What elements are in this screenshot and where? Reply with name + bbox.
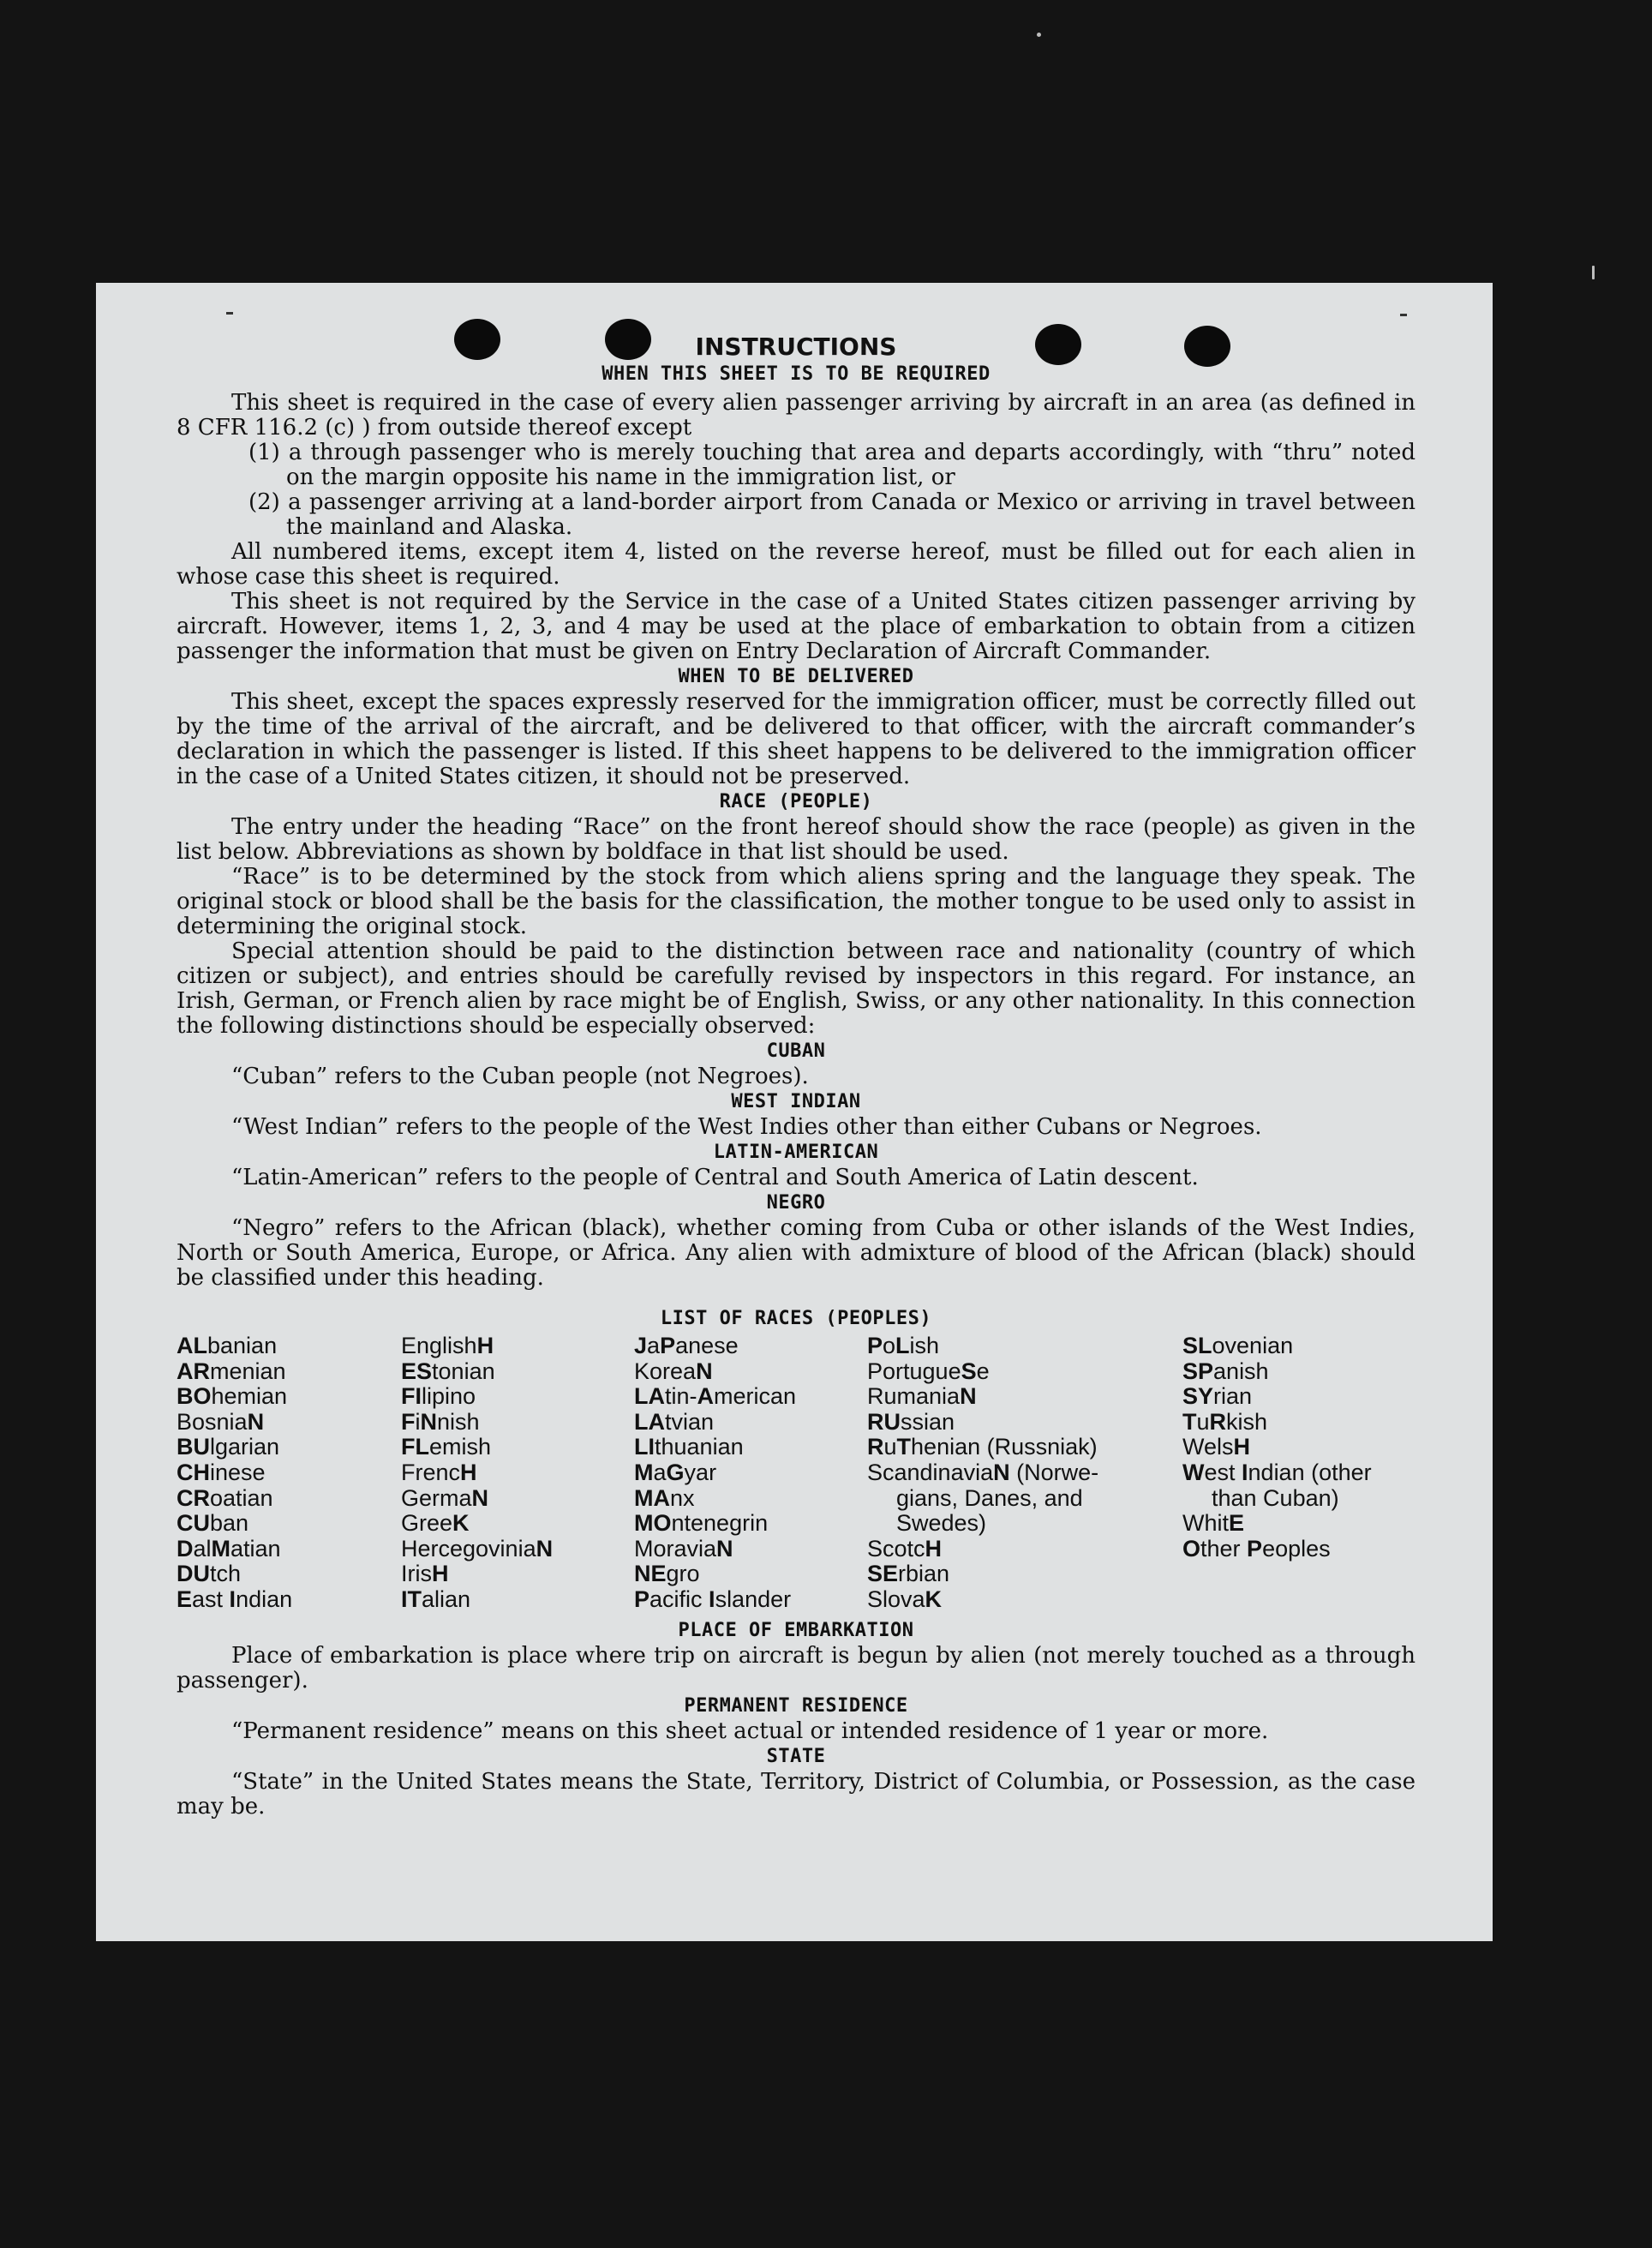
list-item: (1) a through passenger who is merely touching that area and departs accordingly, with “thru” noted on the margin opposite his name in the immigration list, or — [248, 440, 1416, 490]
race-entry: RumaniaN — [867, 1383, 977, 1410]
race-entry: MoraviaN — [634, 1535, 733, 1562]
race-entry: EStonian — [401, 1358, 495, 1384]
race-entry: SPanish — [1182, 1358, 1269, 1384]
paragraph: “West Indian” refers to the people of the West Indies other than either Cubans or Negroes. — [231, 1114, 1262, 1140]
race-entry: West Indian (other — [1182, 1459, 1372, 1485]
race-entry: Pacific Islander — [634, 1586, 792, 1612]
race-entry: GreeK — [401, 1510, 470, 1537]
section-heading-west-indian: WEST INDIAN — [731, 1091, 861, 1112]
race-entry: LIthuanian — [634, 1434, 744, 1460]
paragraph: “Permanent residence” means on this sheet actual or intended residence of 1 year or more. — [231, 1717, 1269, 1744]
race-entry: Swedes) — [896, 1510, 987, 1537]
section-heading-races-list: LIST OF RACES (PEOPLES) — [660, 1308, 932, 1329]
race-entry: GermaN — [401, 1484, 489, 1511]
race-entry: ScotcH — [867, 1535, 943, 1562]
race-entry: RuThenian (Russniak) — [867, 1434, 1098, 1460]
paragraph: This sheet is required in the case of every alien passenger arriving by aircraft in an area (as defined in 8 CFR 116.2 (c) ) from outside thereof except — [177, 390, 1416, 441]
dust-speck — [1592, 266, 1595, 279]
race-entry: MOntenegrin — [634, 1510, 769, 1537]
race-entry: ITalian — [401, 1586, 471, 1612]
page-title: INSTRUCTIONS — [695, 333, 897, 361]
race-entry: CUban — [177, 1510, 249, 1537]
list-item: (2) a passenger arriving at a land-border airport from Canada or Mexico or arriving in travel between the mainland and Alaska. — [248, 489, 1416, 540]
instruction-sheet — [96, 283, 1493, 1941]
section-heading-cuban: CUBAN — [766, 1040, 826, 1062]
race-entry: ScandinaviaN (Norwe- — [867, 1459, 1099, 1485]
dust-speck — [1037, 33, 1041, 37]
race-entry: FiNnish — [401, 1408, 480, 1435]
race-entry: DUtch — [177, 1561, 242, 1587]
race-entry: MaGyar — [634, 1459, 717, 1485]
section-heading-required: WHEN THIS SHEET IS TO BE REQUIRED — [602, 363, 991, 385]
race-entry: BOhemian — [177, 1383, 288, 1410]
paragraph: “Latin-American” refers to the people of Central and South America of Latin descent. — [231, 1165, 1199, 1190]
race-entry: PortugueSe — [867, 1358, 990, 1384]
race-entry: TuRkish — [1182, 1408, 1268, 1435]
section-heading-embarkation: PLACE OF EMBARKATION — [678, 1619, 914, 1641]
race-entry: gians, Danes, and — [896, 1484, 1083, 1511]
races-column — [177, 1334, 401, 1613]
paragraph: “Cuban” refers to the Cuban people (not Negroes). — [231, 1064, 809, 1089]
race-entry: PoLish — [867, 1333, 940, 1358]
race-entry: LAtvian — [634, 1408, 715, 1435]
paragraph: “Negro” refers to the African (black), whether coming from Cuba or other islands of the West Indies, North or South America, Europe, or Africa. Any alien with admixture of blood of the African (black) should be classified under this heading. — [177, 1215, 1416, 1291]
races-column — [401, 1334, 634, 1613]
races-column — [867, 1334, 1182, 1613]
race-entry: SYrian — [1182, 1383, 1253, 1410]
paragraph: This sheet is not required by the Service in the case of a United States citizen passenger arriving by aircraft. However, items 1, 2, 3, and 4 may be used at the place of embarkation to obtain from a citizen passenger the information that must be given on Entry Declaration of Aircraft Commander. — [177, 589, 1416, 664]
race-entry: KoreaN — [634, 1358, 713, 1384]
section-heading-latin-american: LATIN-AMERICAN — [713, 1142, 879, 1163]
paragraph: The entry under the heading “Race” on the front hereof should show the race (people) as given in the list below. Abbreviations as shown by boldface in that list should be used. — [177, 814, 1416, 865]
section-heading-race: RACE (PEOPLE) — [719, 791, 873, 812]
race-entry: WelsH — [1182, 1434, 1251, 1460]
paragraph: Special attention should be paid to the distinction between race and nationality (country of which citizen or subject), and entries should be carefully revised by inspectors in this regard. For instance, an Irish, German, or French alien by race might be of English, Swiss, or any other nationality. In this connection the following distinctions should be especially observed: — [177, 938, 1416, 1039]
race-entry: CRoatian — [177, 1484, 273, 1511]
race-entry: EnglishH — [401, 1333, 494, 1358]
section-heading-negro: NEGRO — [766, 1192, 826, 1214]
race-entry: LAtin-American — [634, 1383, 797, 1410]
race-entry: RUssian — [867, 1408, 955, 1435]
races-column — [634, 1334, 867, 1613]
race-entry: DalMatian — [177, 1535, 281, 1562]
race-entry: SErbian — [867, 1561, 950, 1587]
race-entry: BUlgarian — [177, 1434, 280, 1460]
race-entry: than Cuban) — [1212, 1484, 1339, 1511]
race-entry: Other Peoples — [1182, 1535, 1331, 1562]
races-list — [177, 1334, 1416, 1613]
race-entry: JaPanese — [634, 1333, 739, 1358]
race-entry: ALbanian — [177, 1333, 278, 1358]
race-entry: IrisH — [401, 1561, 449, 1587]
race-entry: HercegoviniaN — [401, 1535, 554, 1562]
race-entry: FLemish — [401, 1434, 492, 1460]
race-entry: East Indian — [177, 1586, 293, 1612]
races-column — [1182, 1334, 1416, 1613]
instructions-body — [177, 333, 1416, 1819]
race-entry: SLovenian — [1182, 1333, 1294, 1358]
section-heading-residence: PERMANENT RESIDENCE — [684, 1694, 908, 1717]
race-entry: FIlipino — [401, 1383, 476, 1410]
section-heading-delivered: WHEN TO BE DELIVERED — [678, 666, 914, 687]
race-entry: SlovaK — [867, 1586, 943, 1612]
race-entry: NEgro — [634, 1561, 700, 1587]
race-entry: FrencH — [401, 1459, 477, 1485]
race-entry: ARmenian — [177, 1358, 286, 1384]
paragraph: This sheet, except the spaces expressly reserved for the immigration officer, must be correctly filled out by the time of the arrival of the aircraft, and be delivered to that officer, with the aircraft commander’s declaration in which the passenger is listed. If this sheet happens to be delivered to the immigration officer in the case of a United States citizen, it should not be preserved. — [177, 689, 1416, 789]
race-entry: WhitE — [1182, 1510, 1245, 1537]
race-entry: CHinese — [177, 1459, 266, 1485]
print-mark — [1400, 314, 1407, 316]
paragraph: “State” in the United States means the State, Territory, District of Columbia, or Possession, as the case may be. — [177, 1768, 1416, 1819]
paragraph: Place of embarkation is place where trip on aircraft is begun by alien (not merely touched as a through passenger). — [177, 1642, 1416, 1693]
race-entry: MAnx — [634, 1484, 695, 1511]
paragraph: All numbered items, except item 4, listed on the reverse hereof, must be filled out for each alien in whose case this sheet is required. — [177, 539, 1416, 590]
print-mark — [226, 312, 233, 315]
race-entry: BosniaN — [177, 1408, 265, 1435]
section-heading-state: STATE — [766, 1745, 826, 1767]
paragraph: “Race” is to be determined by the stock from which aliens spring and the language they speak. The original stock or blood shall be the basis for the classification, the mother tongue to be used only to assist in determining the original stock. — [177, 864, 1416, 939]
